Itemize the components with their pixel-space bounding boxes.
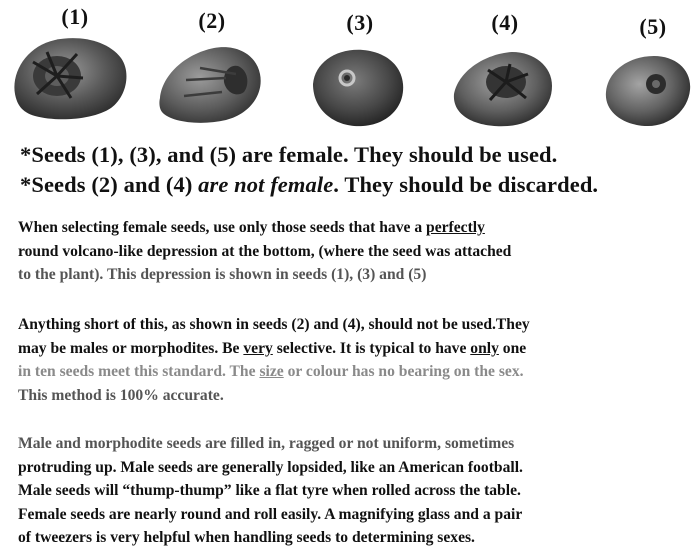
text-run: or colour has no bearing on the sex. — [283, 363, 524, 380]
underlined-word: size — [259, 363, 284, 380]
text-run: in ten seeds meet this standard. The — [18, 363, 260, 380]
seed-3-image — [307, 44, 407, 130]
seed-2 — [147, 0, 277, 135]
seed-5-image — [602, 50, 694, 130]
seed-label: (4) — [491, 10, 519, 35]
paragraph-rejection-criteria — [18, 313, 688, 407]
paragraph-line: protruding up. Male seeds are generally lopsided, like an American football. — [18, 458, 523, 476]
text-run: may be males or morphodites. Be — [18, 339, 244, 357]
underlined-word: perfectly — [426, 219, 485, 236]
seed-label: (1) — [61, 4, 89, 29]
seed-4 — [440, 0, 570, 135]
seed-1-image — [7, 32, 133, 124]
seed-4-image — [450, 44, 556, 130]
headline-female-seeds: *Seeds (1), (3), and (5) are female. They should be used. — [20, 142, 558, 167]
paragraph-line: to the plant). This depression is shown in seeds (1), (3) and (5) — [18, 266, 427, 283]
headline-discard-post: . They should be discarded. — [333, 172, 599, 197]
paragraph-line: Female seeds are nearly round and roll easily. A magnifying glass and a pair — [18, 505, 523, 523]
seed-label: (2) — [198, 8, 226, 33]
headline-discard-pre: *Seeds (2) and (4) — [20, 172, 199, 197]
seed-2-image — [156, 40, 266, 128]
underlined-word: only — [470, 339, 499, 357]
seed-label: (5) — [639, 14, 667, 39]
underlined-word: very — [243, 339, 273, 357]
text-run: When selecting female seeds, use only those seeds that have a — [18, 219, 427, 236]
text-run: selective. It is typical to have — [272, 339, 471, 357]
seed-3 — [295, 0, 425, 135]
seed-label: (3) — [346, 10, 374, 35]
paragraph-line — [18, 216, 688, 240]
paragraph-male-seed-description — [18, 432, 688, 550]
paragraph-line: This method is 100% accurate. — [18, 386, 224, 404]
seed-1 — [10, 0, 140, 135]
seed-5 — [588, 0, 696, 135]
paragraph-selecting-female-seeds — [18, 216, 688, 287]
paragraph-line: Male and morphodite seeds are filled in, ragged or not uniform, sometimes — [18, 435, 515, 452]
headline-discard-emphasis: are not female — [198, 172, 334, 197]
headline-discard-seeds — [20, 172, 598, 198]
seed-photo-row — [0, 0, 696, 135]
paragraph-line — [18, 360, 688, 384]
paragraph-line: Male seeds will “thump-thump” like a flat tyre when rolled across the table. — [18, 482, 521, 499]
paragraph-line: round volcano-like depression at the bottom, (where the seed was attached — [18, 242, 512, 260]
paragraph-line: Anything short of this, as shown in seeds (2) and (4), should not be used.They — [18, 316, 530, 333]
paragraph-line — [18, 337, 688, 361]
paragraph-line: of tweezers is very helpful when handling seeds to determining sexes. — [18, 529, 475, 546]
text-run: one — [498, 339, 527, 357]
